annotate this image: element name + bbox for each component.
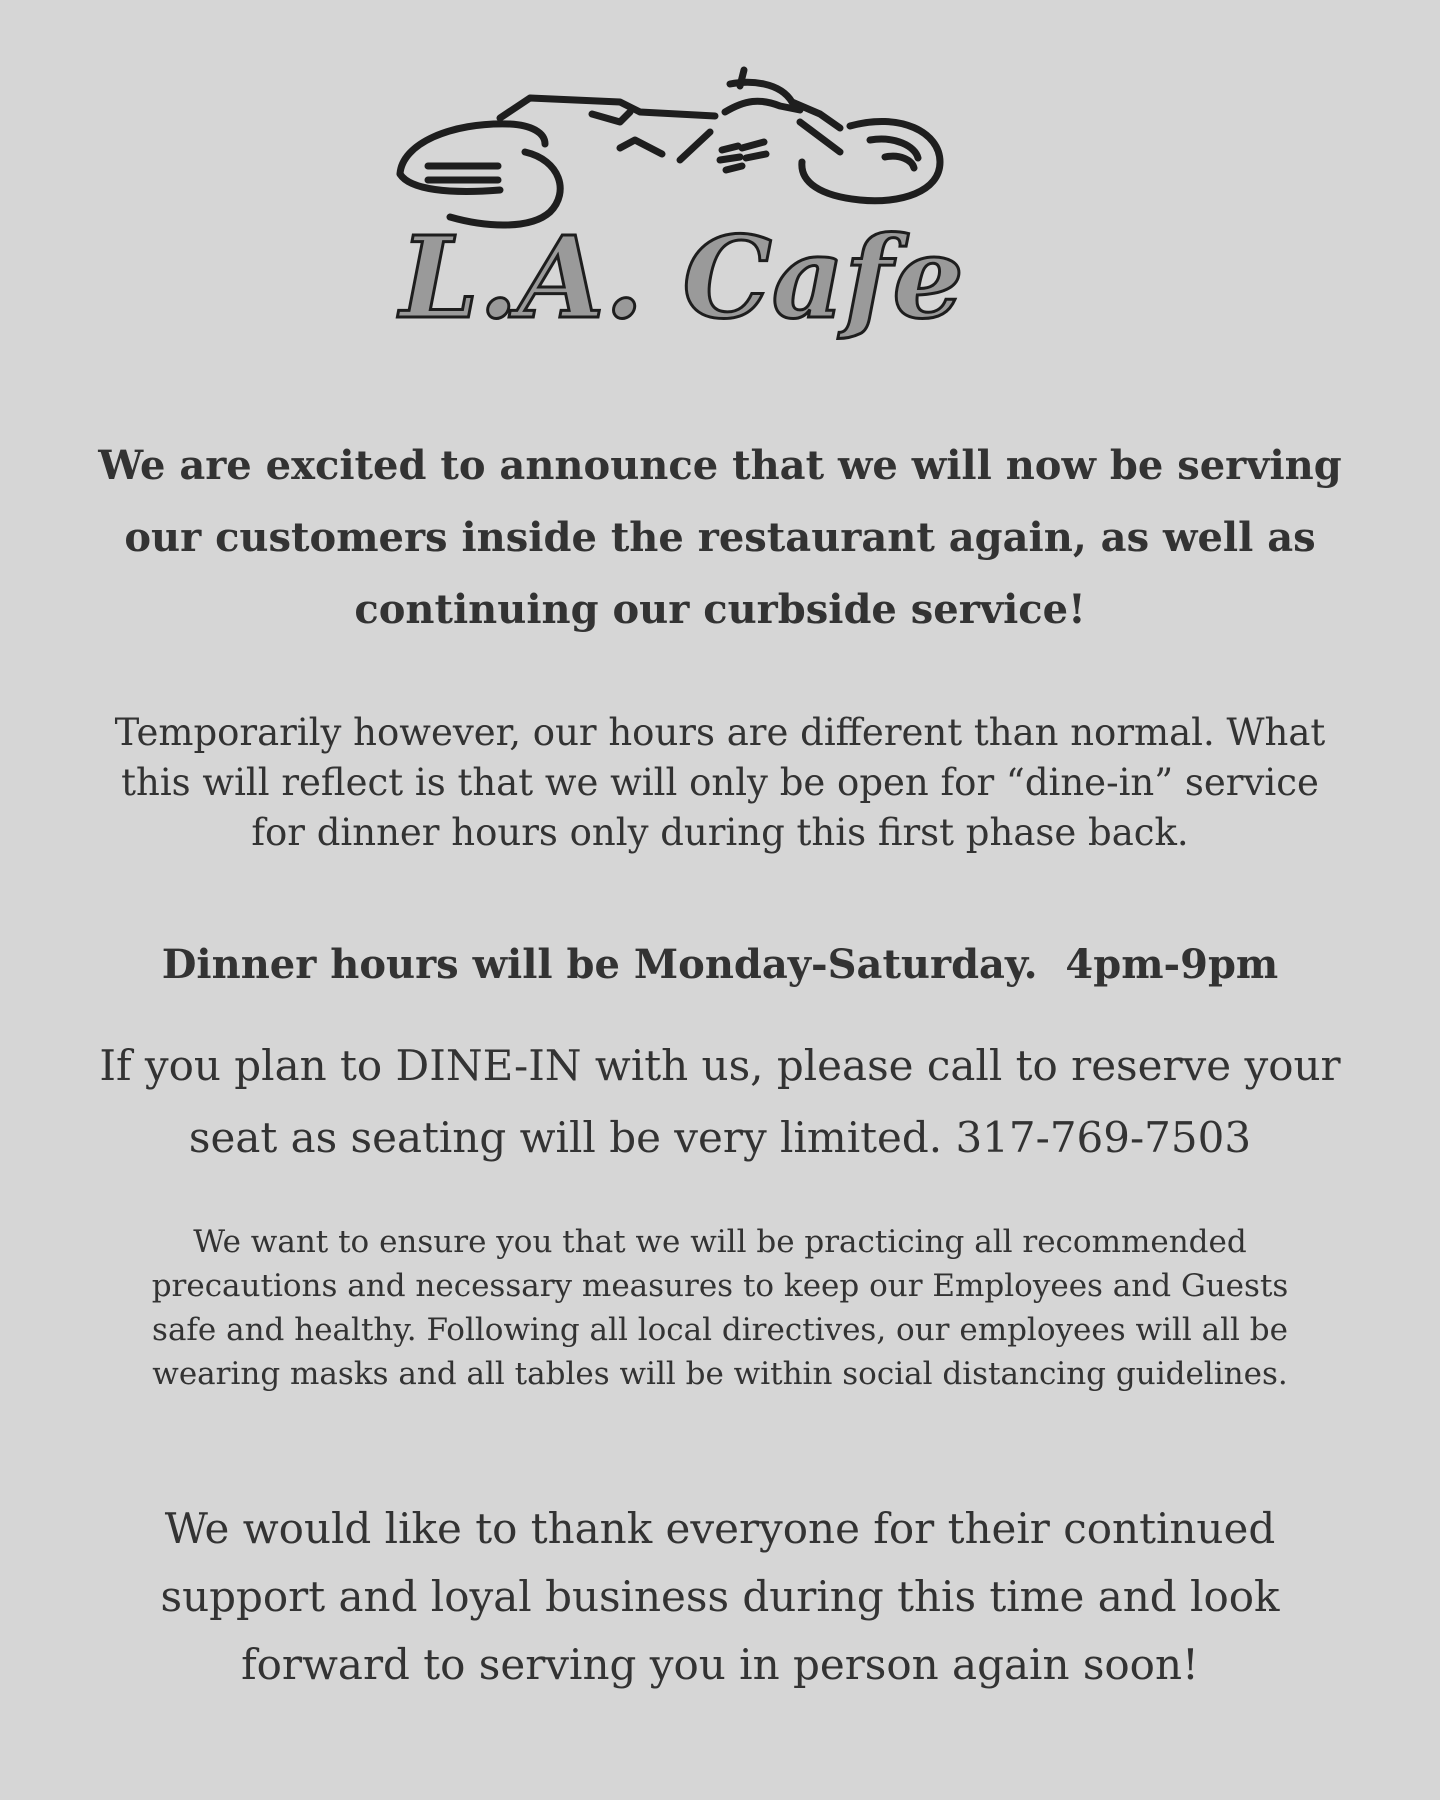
- precautions-line: wearing masks and all tables will be within social distancing guidelines.: [152, 1356, 1288, 1392]
- dinner-hours-heading: Dinner hours will be Monday-Saturday. 4pm-9pm: [161, 941, 1279, 988]
- thank-you-paragraph: [80, 1495, 1360, 1699]
- temporary-hours-line: Temporarily however, our hours are different than normal. What: [114, 711, 1326, 754]
- logo-wordmark: L.A. Cafe: [400, 213, 964, 344]
- dine-in-line: seat as seating will be very limited. 317-769-7503: [188, 1113, 1252, 1162]
- announcement-paragraph: [80, 430, 1360, 646]
- announcement-line: continuing our curbside service!: [354, 586, 1086, 633]
- temporary-hours-paragraph: [80, 708, 1360, 858]
- temporary-hours-line: for dinner hours only during this first phase back.: [251, 811, 1189, 854]
- thank-you-line: support and loyal business during this time and look: [160, 1572, 1280, 1621]
- precautions-line: safe and healthy. Following all local directives, our employees will all be: [152, 1312, 1288, 1348]
- motorcycle-line-art-icon: [380, 62, 1030, 372]
- announcement-line: We are excited to announce that we will now be serving: [98, 442, 1342, 489]
- thank-you-line: forward to serving you in person again soon!: [241, 1640, 1199, 1689]
- announcement-line: our customers inside the restaurant again, as well as: [124, 514, 1316, 561]
- dine-in-line: If you plan to DINE-IN with us, please call to reserve your: [99, 1041, 1341, 1090]
- cafe-logo: [380, 62, 1030, 372]
- precautions-line: We want to ensure you that we will be practicing all recommended: [193, 1224, 1247, 1260]
- thank-you-line: We would like to thank everyone for their continued: [164, 1504, 1276, 1553]
- temporary-hours-line: this will reflect is that we will only be open for “dine-in” service: [121, 761, 1319, 804]
- precautions-line: precautions and necessary measures to keep our Employees and Guests: [151, 1268, 1289, 1304]
- dine-in-paragraph: [80, 1030, 1360, 1174]
- precautions-paragraph: [80, 1220, 1360, 1396]
